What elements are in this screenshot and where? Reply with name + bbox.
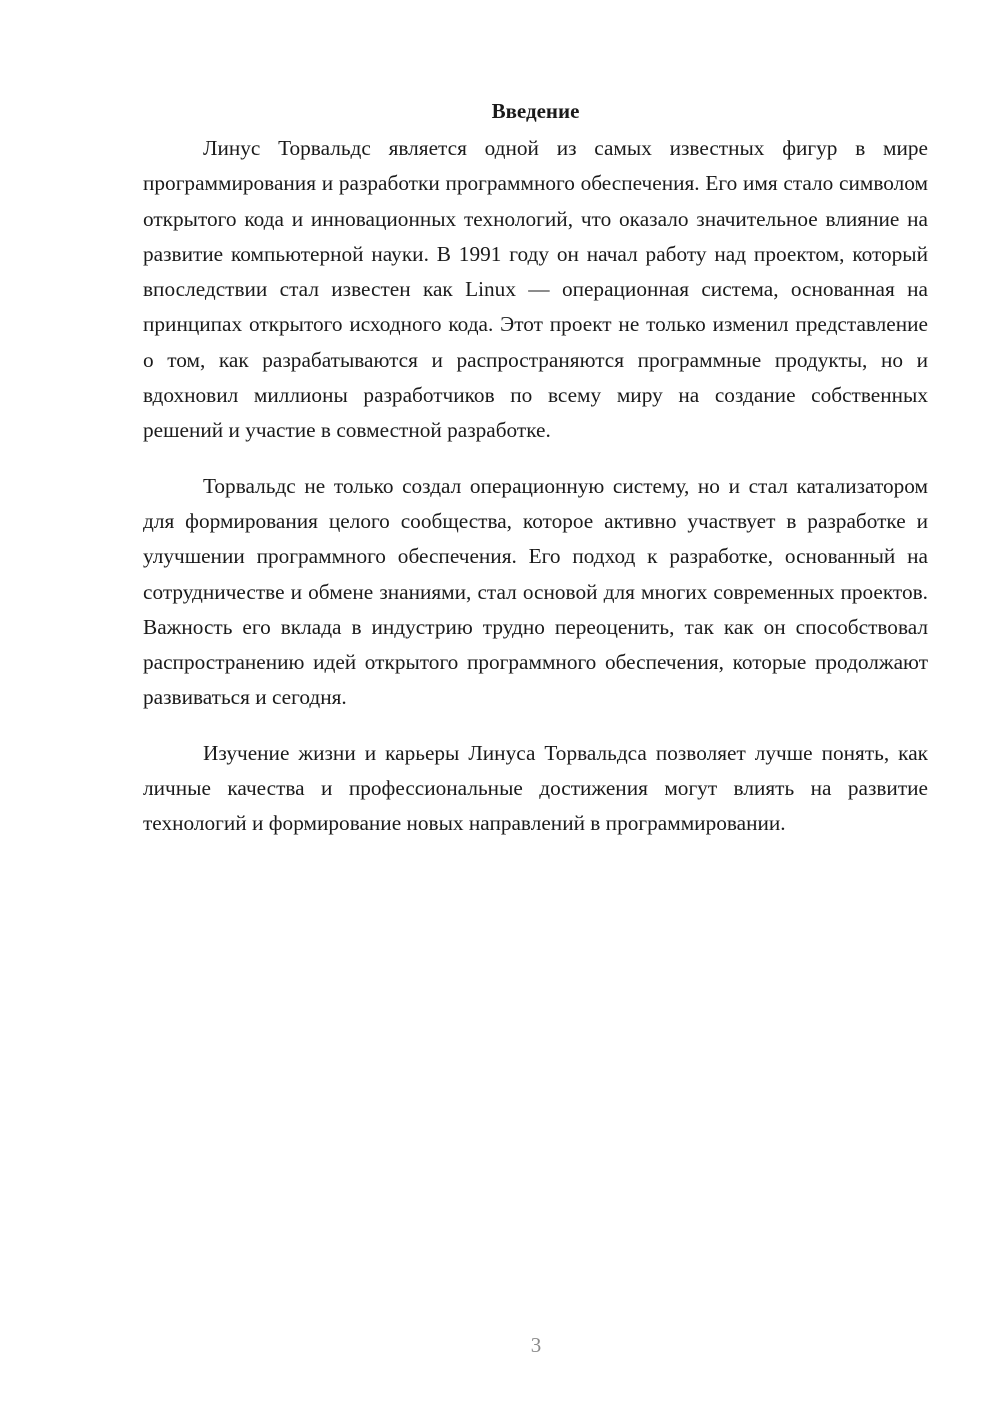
page-number: 3 bbox=[530, 1333, 542, 1357]
page-content bbox=[143, 96, 928, 842]
paragraph-3: Изучение жизни и карьеры Линуса Торвальдса позволяет лучше понять, как личные качества и профессиональные достижения могут влиять на развитие технологий и формирование новых направлений в программировании. bbox=[143, 740, 928, 836]
paragraph-1: Линус Торвальдс является одной из самых известных фигур в мире программирования и разработки программного обеспечения. Его имя стало символом открытого кода и инновационных технологий, что оказало значительное влияние на развитие компьютерной науки. В 1991 году он начал работу над проектом, который впоследствии стал известен как Linux — операционная система, основанная на принципах открытого исходного кода. Этот проект не только изменил представление о том, как разрабатываются и распространяются программные продукты, но и вдохновил миллионы разработчиков по всему миру на создание собственных решений и участие в совместной разработке. bbox=[143, 136, 928, 443]
section-title: Введение bbox=[491, 99, 580, 123]
paragraph-2: Торвальдс не только создал операционную систему, но и стал катализатором для формирования целого сообщества, которое активно участвует в разработке и улучшении программного обеспечения. Его подход к разработке, основанный на сотрудничестве и обмене знаниями, стал основой для многих современных проектов. Важность его вклада в индустрию трудно переоценить, так как он способствовал распространению идей открытого программного обеспечения, которые продолжают развиваться и сегодня. bbox=[143, 473, 928, 710]
